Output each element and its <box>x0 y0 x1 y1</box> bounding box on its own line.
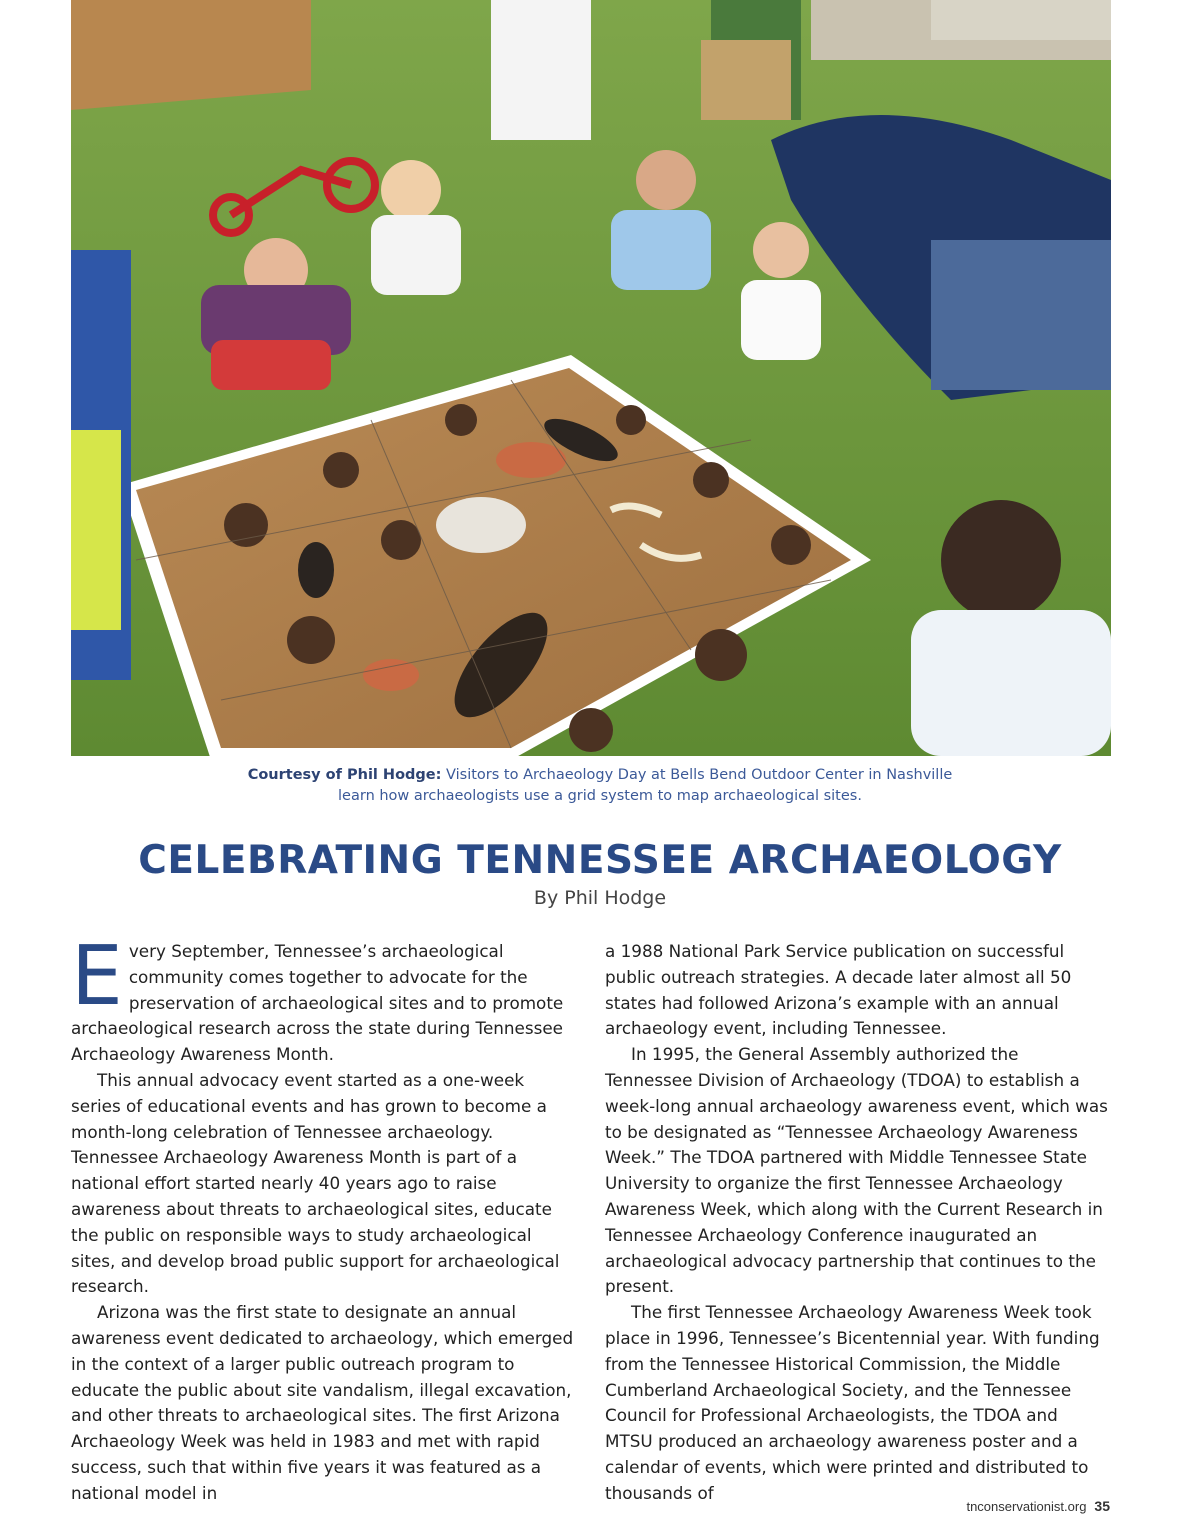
article-title: CELEBRATING TENNESSEE ARCHAEOLOGY <box>138 838 1062 883</box>
paragraph-5: In 1995, the General Assembly authorized the Tennessee Division of Archaeology (TDOA) to establish a week-long annual archaeology awareness event, which was to be designated as “Tennessee Archaeology Awareness Week.” The TDOA partnered with Middle Tennessee State University to organize the first Tennessee Archaeology Awareness Week, which along with the Current Research in Tennessee Archaeology Conference inaugurated an archaeological advocacy partnership that continues to the present. <box>605 1044 1108 1297</box>
photo-illustration <box>71 0 1111 756</box>
caption-credit: Courtesy of Phil Hodge: <box>247 767 442 783</box>
drop-cap: E <box>71 929 123 1024</box>
article-byline: By Phil Hodge <box>533 887 667 909</box>
photo-caption <box>150 765 1050 807</box>
article-column-right <box>605 939 1110 1507</box>
paragraph-2: This annual advocacy event started as a one-week series of educational events and has grown to become a month-long celebration of Tennessee archaeology. Tennessee Archaeology Awareness Month is part of a national effort started nearly 40 years ago to raise awareness about threats to archaeological sites, educate the public on responsible ways to study archaeological sites, and develop broad public support for archaeological research. <box>71 1069 560 1297</box>
footer-site: tnconservationist.org <box>966 1499 1087 1514</box>
article-column-left <box>71 929 576 1507</box>
page-number: 35 <box>1094 1498 1110 1514</box>
paragraph-4: a 1988 National Park Service publication on successful public outreach strategies. A decade later almost all 50 states had followed Arizona’s example with an annual archaeology event, including Tennessee. <box>605 941 1072 1039</box>
caption-line-2: learn how archaeologists use a grid system to map archaeological sites. <box>338 788 862 804</box>
paragraph-1-text: very September, Tennessee’s archaeological community comes together to advocate for the preservation of archaeological sites and to promote archaeological research across the state during Tennessee Archaeology Awareness Month. <box>71 941 564 1065</box>
article-photo <box>71 0 1111 756</box>
paragraph-3: Arizona was the first state to designate an annual awareness event dedicated to archaeology, which emerged in the context of a larger public outreach program to educate the public about site vandalism, illegal excavation, and other threats to archaeological sites. The first Arizona Archaeology Week was held in 1983 and met with rapid success, such that within five years it was featured as a national model in <box>71 1302 574 1503</box>
paragraph-1 <box>71 929 576 1068</box>
page-footer <box>966 1498 1110 1514</box>
paragraph-6: The first Tennessee Archaeology Awareness Week took place in 1996, Tennessee’s Bicentennial year. With funding from the Tennessee Historical Commission, the Middle Cumberland Archaeological Society, and the Tennessee Council for Professional Archaeologists, the TDOA and MTSU produced an archaeology awareness poster and a calendar of events, which were printed and distributed to thousands of <box>605 1302 1100 1503</box>
caption-line-1: Visitors to Archaeology Day at Bells Bend Outdoor Center in Nashville <box>446 767 953 783</box>
